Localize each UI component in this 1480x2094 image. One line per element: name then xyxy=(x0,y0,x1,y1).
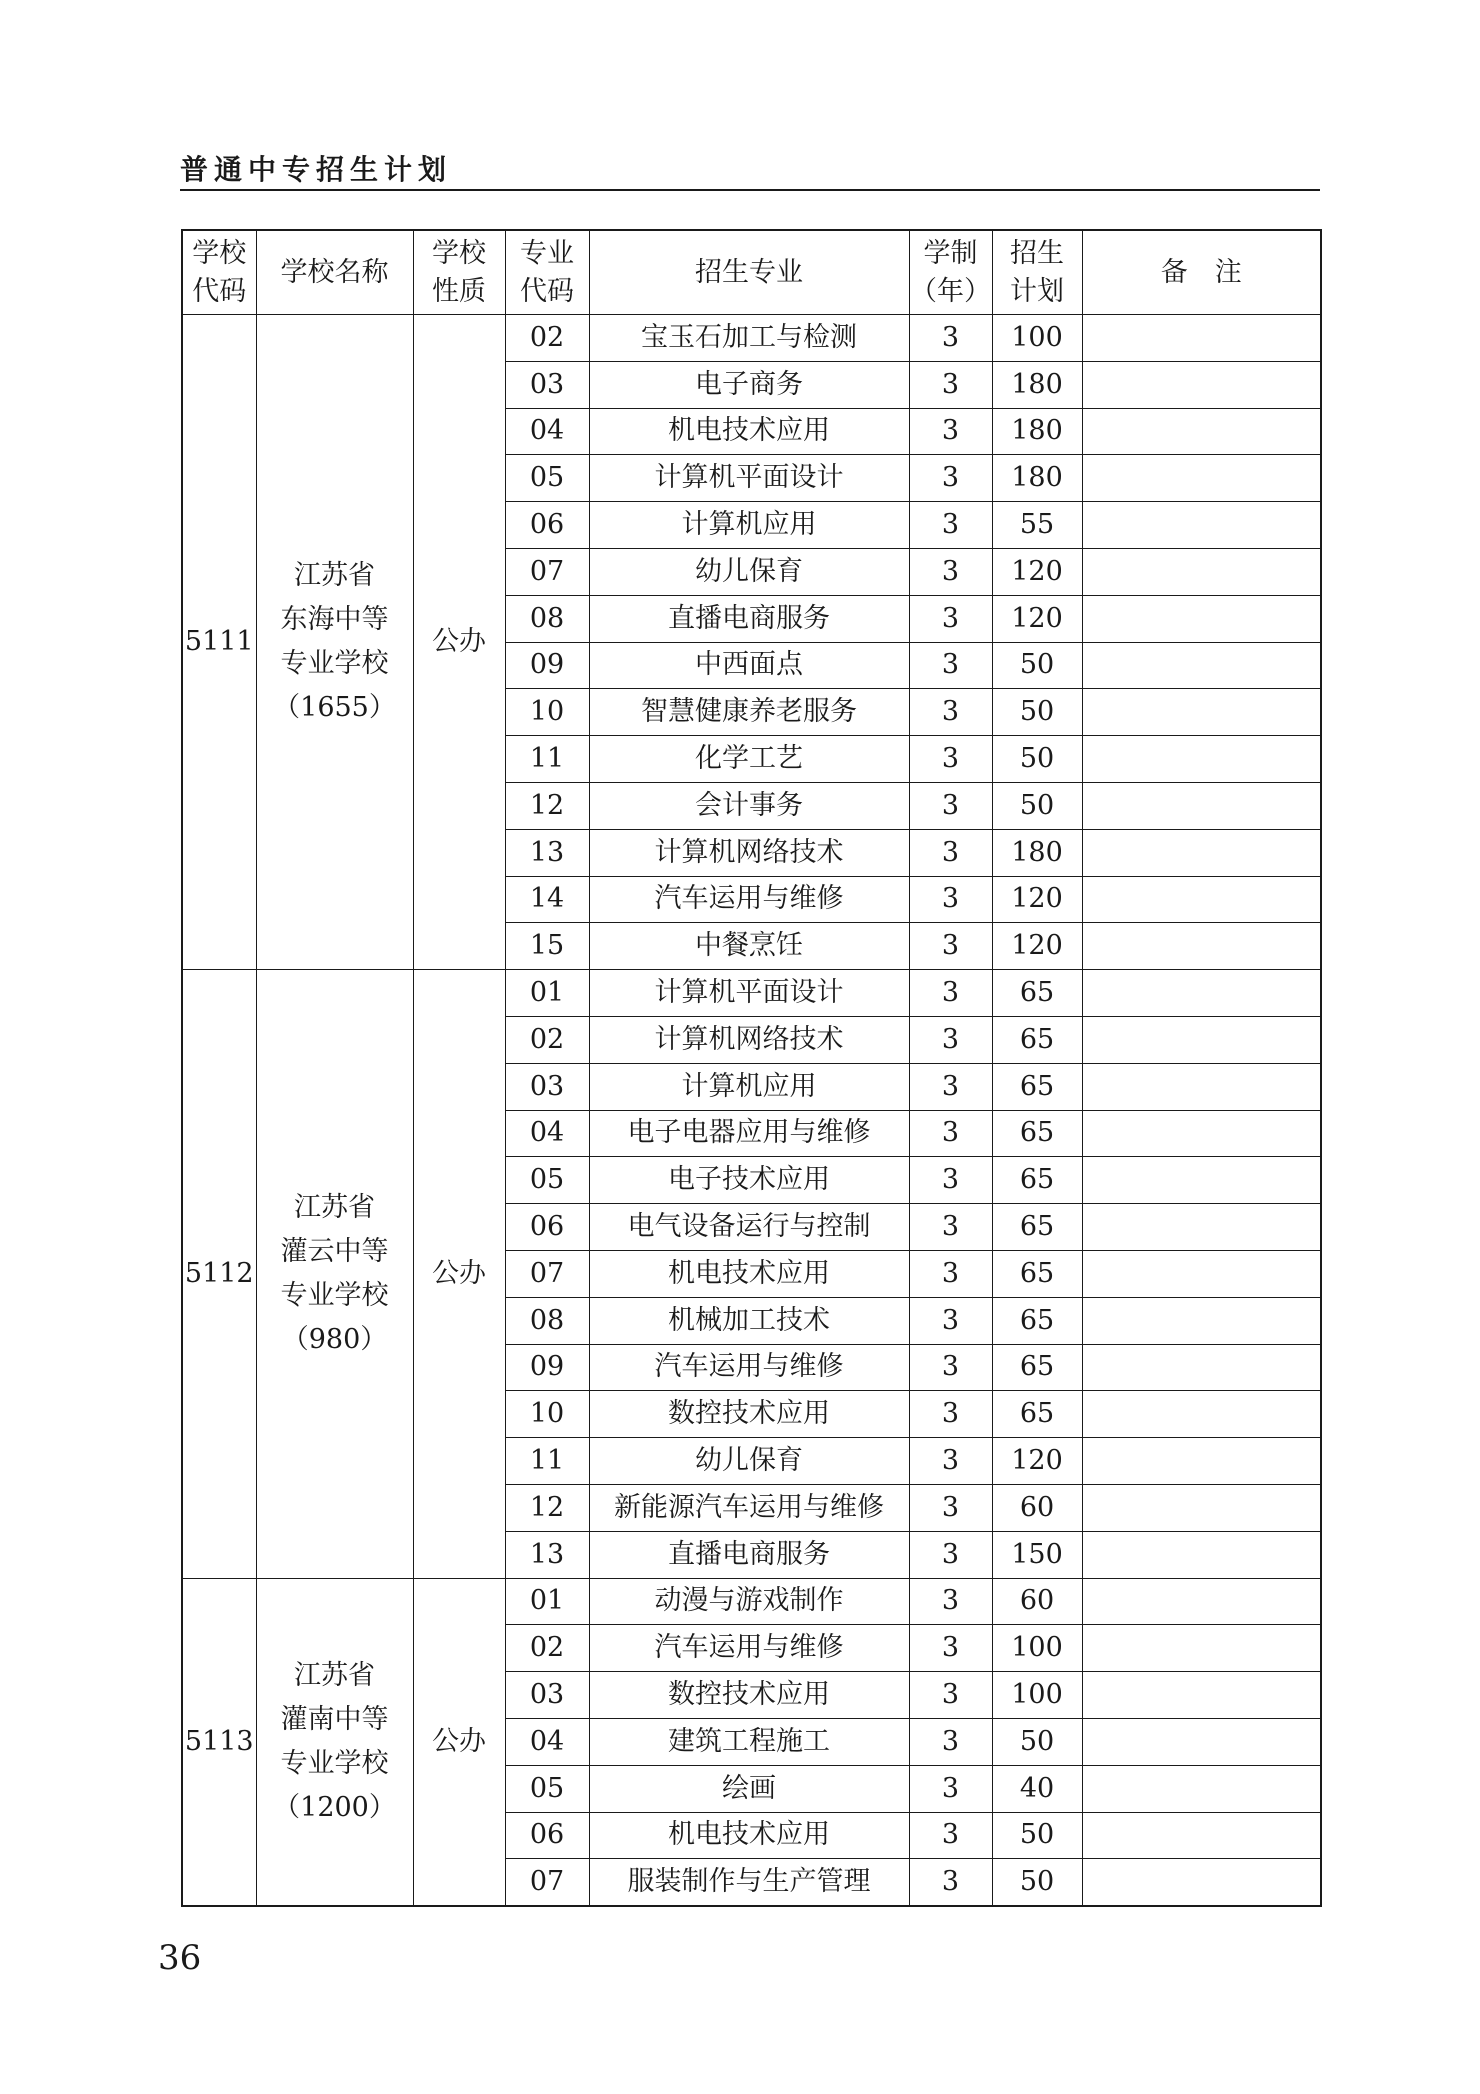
years-cell: 3 xyxy=(909,1063,992,1110)
years-cell: 3 xyxy=(909,1110,992,1157)
remarks-cell xyxy=(1082,1578,1321,1625)
major-name-cell: 汽车运用与维修 xyxy=(589,1625,909,1672)
major-name-cell: 直播电商服务 xyxy=(589,1531,909,1578)
plan-cell: 65 xyxy=(992,1391,1082,1438)
major-name-cell: 中餐烹饪 xyxy=(589,923,909,970)
plan-cell: 100 xyxy=(992,1625,1082,1672)
major-code-cell: 01 xyxy=(505,1578,589,1625)
major-name-cell: 机电技术应用 xyxy=(589,1250,909,1297)
remarks-cell xyxy=(1082,1531,1321,1578)
major-name-cell: 绘画 xyxy=(589,1765,909,1812)
remarks-cell xyxy=(1082,1297,1321,1344)
remarks-cell xyxy=(1082,1625,1321,1672)
major-name-cell: 机电技术应用 xyxy=(589,408,909,455)
school-name-line: （980） xyxy=(281,1323,388,1355)
major-name-cell: 服装制作与生产管理 xyxy=(589,1859,909,1906)
years-cell: 3 xyxy=(909,1297,992,1344)
major-name-cell: 计算机网络技术 xyxy=(589,1016,909,1063)
header-plan: 招生 计划 xyxy=(992,230,1082,315)
header-major-code: 专业 代码 xyxy=(505,230,589,315)
plan-cell: 50 xyxy=(992,736,1082,783)
major-code-cell: 06 xyxy=(505,1204,589,1251)
major-code-cell: 04 xyxy=(505,1718,589,1765)
table-body xyxy=(182,315,1321,1907)
major-code-cell: 01 xyxy=(505,970,589,1017)
remarks-cell xyxy=(1082,1110,1321,1157)
major-name-cell: 机电技术应用 xyxy=(589,1812,909,1859)
major-name-cell: 建筑工程施工 xyxy=(589,1718,909,1765)
remarks-cell xyxy=(1082,548,1321,595)
major-code-cell: 09 xyxy=(505,1344,589,1391)
school-code-cell: 5113 xyxy=(182,1578,256,1906)
plan-cell: 50 xyxy=(992,1859,1082,1906)
years-cell: 3 xyxy=(909,455,992,502)
plan-cell: 60 xyxy=(992,1578,1082,1625)
school-name-line: （1655） xyxy=(273,692,396,724)
years-cell: 3 xyxy=(909,1016,992,1063)
header-school-type: 学校 性质 xyxy=(413,230,505,315)
remarks-cell xyxy=(1082,1859,1321,1906)
major-name-cell: 电子电器应用与维修 xyxy=(589,1110,909,1157)
remarks-cell xyxy=(1082,782,1321,829)
major-name-cell: 计算机平面设计 xyxy=(589,455,909,502)
years-cell: 3 xyxy=(909,1204,992,1251)
remarks-cell xyxy=(1082,1016,1321,1063)
years-cell: 3 xyxy=(909,1625,992,1672)
school-name-line: 专业学校 xyxy=(280,1747,389,1779)
remarks-cell xyxy=(1082,689,1321,736)
remarks-cell xyxy=(1082,1250,1321,1297)
table-row xyxy=(182,315,1321,362)
years-cell: 3 xyxy=(909,829,992,876)
school-name-line: 江苏省 xyxy=(294,1659,375,1691)
school-name-line: 江苏省 xyxy=(294,560,375,592)
school-name-cell xyxy=(256,970,413,1578)
years-cell: 3 xyxy=(909,782,992,829)
major-name-cell: 数控技术应用 xyxy=(589,1672,909,1719)
plan-cell: 120 xyxy=(992,1438,1082,1485)
plan-cell: 180 xyxy=(992,408,1082,455)
years-cell: 3 xyxy=(909,1765,992,1812)
school-name-cell xyxy=(256,315,413,970)
major-code-cell: 11 xyxy=(505,736,589,783)
school-code-cell: 5111 xyxy=(182,315,256,970)
plan-cell: 40 xyxy=(992,1765,1082,1812)
major-code-cell: 15 xyxy=(505,923,589,970)
header-school-code: 学校 代码 xyxy=(182,230,256,315)
major-name-cell: 中西面点 xyxy=(589,642,909,689)
major-code-cell: 07 xyxy=(505,1250,589,1297)
major-name-cell: 数控技术应用 xyxy=(589,1391,909,1438)
remarks-cell xyxy=(1082,970,1321,1017)
remarks-cell xyxy=(1082,1438,1321,1485)
major-code-cell: 07 xyxy=(505,548,589,595)
major-code-cell: 02 xyxy=(505,1625,589,1672)
major-code-cell: 13 xyxy=(505,1531,589,1578)
remarks-cell xyxy=(1082,502,1321,549)
major-name-cell: 会计事务 xyxy=(589,782,909,829)
major-name-cell: 汽车运用与维修 xyxy=(589,1344,909,1391)
major-code-cell: 14 xyxy=(505,876,589,923)
school-name-line: 专业学校 xyxy=(280,648,389,680)
plan-cell: 55 xyxy=(992,502,1082,549)
plan-cell: 65 xyxy=(992,1344,1082,1391)
remarks-cell xyxy=(1082,361,1321,408)
major-name-cell: 直播电商服务 xyxy=(589,595,909,642)
header-rule xyxy=(180,189,1320,191)
years-cell: 3 xyxy=(909,1344,992,1391)
plan-cell: 50 xyxy=(992,1718,1082,1765)
remarks-cell xyxy=(1082,1204,1321,1251)
major-code-cell: 04 xyxy=(505,408,589,455)
major-code-cell: 08 xyxy=(505,595,589,642)
major-code-cell: 02 xyxy=(505,1016,589,1063)
years-cell: 3 xyxy=(909,548,992,595)
remarks-cell xyxy=(1082,455,1321,502)
major-code-cell: 03 xyxy=(505,1063,589,1110)
school-name-line: 灌云中等 xyxy=(280,1235,389,1267)
plan-cell: 65 xyxy=(992,1204,1082,1251)
major-code-cell: 13 xyxy=(505,829,589,876)
major-name-cell: 电子技术应用 xyxy=(589,1157,909,1204)
major-code-cell: 07 xyxy=(505,1859,589,1906)
plan-cell: 65 xyxy=(992,1110,1082,1157)
running-header: 普通中专招生计划 xyxy=(180,153,453,186)
plan-cell: 65 xyxy=(992,1157,1082,1204)
header-years: 学制 （年） xyxy=(909,230,992,315)
remarks-cell xyxy=(1082,595,1321,642)
header-school-name: 学校名称 xyxy=(256,230,413,315)
school-code-cell: 5112 xyxy=(182,970,256,1578)
years-cell: 3 xyxy=(909,1250,992,1297)
remarks-cell xyxy=(1082,1391,1321,1438)
table-header-row xyxy=(182,230,1321,315)
major-code-cell: 06 xyxy=(505,502,589,549)
plan-cell: 180 xyxy=(992,829,1082,876)
remarks-cell xyxy=(1082,1672,1321,1719)
plan-cell: 50 xyxy=(992,689,1082,736)
major-code-cell: 05 xyxy=(505,1157,589,1204)
header-remarks: 备 注 xyxy=(1082,230,1321,315)
plan-cell: 65 xyxy=(992,1016,1082,1063)
remarks-cell xyxy=(1082,876,1321,923)
major-name-cell: 计算机网络技术 xyxy=(589,829,909,876)
years-cell: 3 xyxy=(909,736,992,783)
plan-cell: 50 xyxy=(992,1812,1082,1859)
page-number: 36 xyxy=(158,1938,202,1978)
plan-cell: 60 xyxy=(992,1484,1082,1531)
major-name-cell: 机械加工技术 xyxy=(589,1297,909,1344)
major-code-cell: 11 xyxy=(505,1438,589,1485)
school-name-line: 灌南中等 xyxy=(280,1703,389,1735)
years-cell: 3 xyxy=(909,1391,992,1438)
years-cell: 3 xyxy=(909,315,992,362)
plan-cell: 65 xyxy=(992,1063,1082,1110)
remarks-cell xyxy=(1082,1063,1321,1110)
major-code-cell: 09 xyxy=(505,642,589,689)
major-name-cell: 智慧健康养老服务 xyxy=(589,689,909,736)
school-name-line: 江苏省 xyxy=(294,1191,375,1223)
remarks-cell xyxy=(1082,1765,1321,1812)
major-name-cell: 新能源汽车运用与维修 xyxy=(589,1484,909,1531)
plan-cell: 120 xyxy=(992,923,1082,970)
years-cell: 3 xyxy=(909,1438,992,1485)
years-cell: 3 xyxy=(909,595,992,642)
major-code-cell: 12 xyxy=(505,782,589,829)
major-code-cell: 02 xyxy=(505,315,589,362)
major-code-cell: 12 xyxy=(505,1484,589,1531)
major-code-cell: 03 xyxy=(505,1672,589,1719)
remarks-cell xyxy=(1082,923,1321,970)
major-code-cell: 08 xyxy=(505,1297,589,1344)
years-cell: 3 xyxy=(909,1812,992,1859)
major-code-cell: 06 xyxy=(505,1812,589,1859)
remarks-cell xyxy=(1082,829,1321,876)
remarks-cell xyxy=(1082,315,1321,362)
major-name-cell: 电子商务 xyxy=(589,361,909,408)
plan-cell: 50 xyxy=(992,642,1082,689)
major-name-cell: 计算机平面设计 xyxy=(589,970,909,1017)
school-type-cell: 公办 xyxy=(413,1578,505,1906)
major-name-cell: 化学工艺 xyxy=(589,736,909,783)
major-code-cell: 10 xyxy=(505,1391,589,1438)
remarks-cell xyxy=(1082,1812,1321,1859)
plan-cell: 65 xyxy=(992,1250,1082,1297)
years-cell: 3 xyxy=(909,502,992,549)
major-code-cell: 05 xyxy=(505,1765,589,1812)
school-type-cell: 公办 xyxy=(413,315,505,970)
years-cell: 3 xyxy=(909,642,992,689)
school-name-line: 东海中等 xyxy=(280,604,389,636)
major-code-cell: 10 xyxy=(505,689,589,736)
years-cell: 3 xyxy=(909,923,992,970)
major-name-cell: 电气设备运行与控制 xyxy=(589,1204,909,1251)
remarks-cell xyxy=(1082,1484,1321,1531)
years-cell: 3 xyxy=(909,970,992,1017)
years-cell: 3 xyxy=(909,876,992,923)
plan-cell: 65 xyxy=(992,970,1082,1017)
major-name-cell: 计算机应用 xyxy=(589,1063,909,1110)
years-cell: 3 xyxy=(909,1531,992,1578)
years-cell: 3 xyxy=(909,1859,992,1906)
table-row xyxy=(182,1578,1321,1625)
plan-cell: 180 xyxy=(992,455,1082,502)
major-code-cell: 04 xyxy=(505,1110,589,1157)
school-type-cell: 公办 xyxy=(413,970,505,1578)
remarks-cell xyxy=(1082,736,1321,783)
plan-cell: 50 xyxy=(992,782,1082,829)
school-name-line: （1200） xyxy=(273,1791,396,1823)
plan-cell: 180 xyxy=(992,361,1082,408)
school-name-cell xyxy=(256,1578,413,1906)
plan-cell: 120 xyxy=(992,595,1082,642)
plan-cell: 65 xyxy=(992,1297,1082,1344)
years-cell: 3 xyxy=(909,1718,992,1765)
years-cell: 3 xyxy=(909,1672,992,1719)
plan-cell: 120 xyxy=(992,876,1082,923)
remarks-cell xyxy=(1082,1718,1321,1765)
table-row xyxy=(182,970,1321,1017)
major-code-cell: 03 xyxy=(505,361,589,408)
header-major: 招生专业 xyxy=(589,230,909,315)
years-cell: 3 xyxy=(909,1578,992,1625)
remarks-cell xyxy=(1082,1157,1321,1204)
major-name-cell: 动漫与游戏制作 xyxy=(589,1578,909,1625)
remarks-cell xyxy=(1082,642,1321,689)
plan-cell: 100 xyxy=(992,315,1082,362)
plan-cell: 150 xyxy=(992,1531,1082,1578)
years-cell: 3 xyxy=(909,1484,992,1531)
major-name-cell: 宝玉石加工与检测 xyxy=(589,315,909,362)
major-name-cell: 幼儿保育 xyxy=(589,548,909,595)
plan-cell: 120 xyxy=(992,548,1082,595)
enrollment-plan-table xyxy=(181,229,1322,1907)
plan-cell: 100 xyxy=(992,1672,1082,1719)
remarks-cell xyxy=(1082,408,1321,455)
years-cell: 3 xyxy=(909,361,992,408)
years-cell: 3 xyxy=(909,1157,992,1204)
major-name-cell: 幼儿保育 xyxy=(589,1438,909,1485)
remarks-cell xyxy=(1082,1344,1321,1391)
major-name-cell: 计算机应用 xyxy=(589,502,909,549)
years-cell: 3 xyxy=(909,689,992,736)
major-code-cell: 05 xyxy=(505,455,589,502)
years-cell: 3 xyxy=(909,408,992,455)
school-name-line: 专业学校 xyxy=(280,1279,389,1311)
major-name-cell: 汽车运用与维修 xyxy=(589,876,909,923)
